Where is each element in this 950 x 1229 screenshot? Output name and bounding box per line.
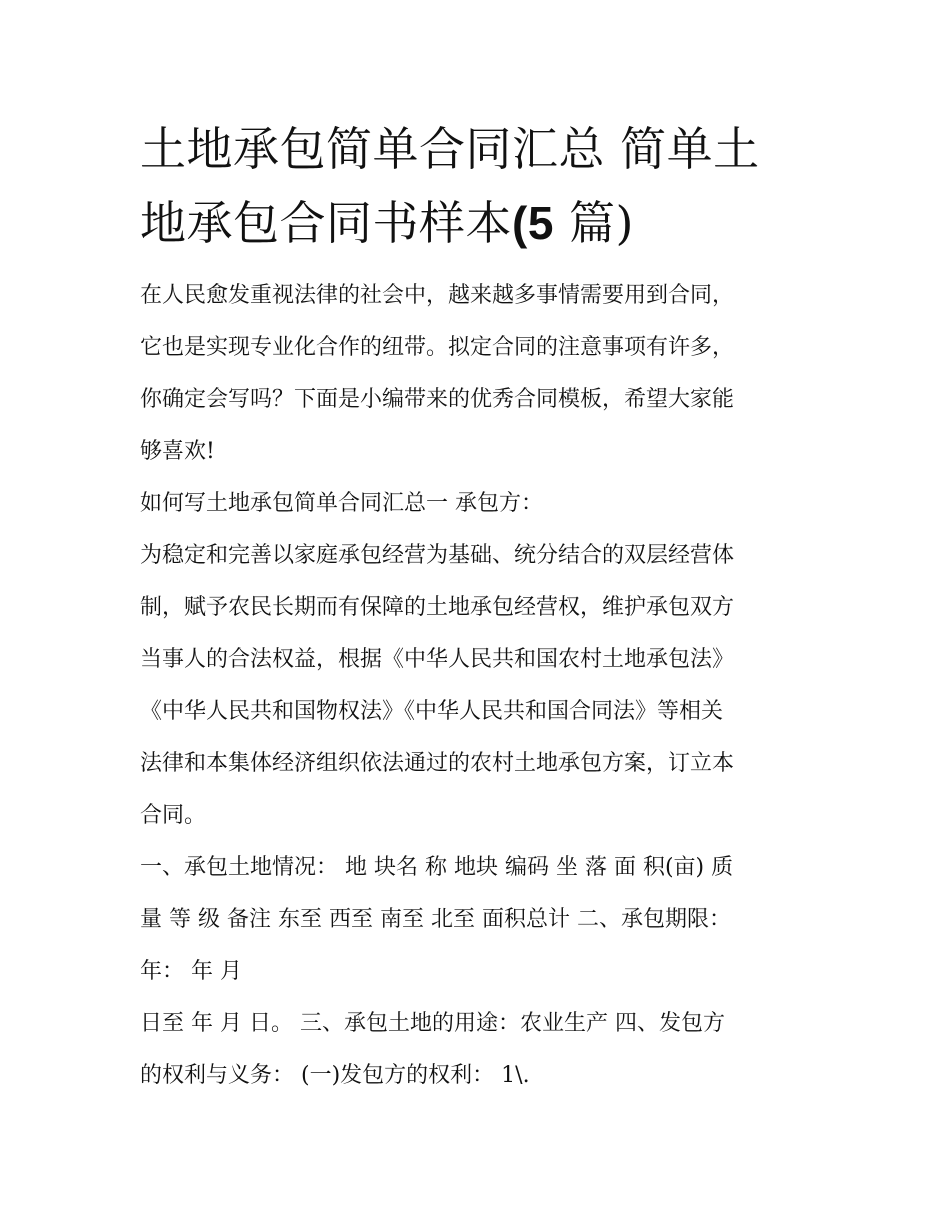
text-line: 为稳定和完善以家庭承包经营为基础、统分结合的双层经营体 xyxy=(140,543,735,568)
text-line: 一、承包土地情况： 地 块名 称 地块 编码 坐 落 面 积(亩) 质 xyxy=(140,855,734,880)
document-page xyxy=(140,112,816,1102)
preamble-paragraph xyxy=(140,530,816,842)
text-line: 你确定会写吗？下面是小编带来的优秀合同模板，希望大家能 xyxy=(140,387,735,412)
document-title xyxy=(140,112,816,260)
text-line: 如何写土地承包简单合同汇总一 承包方： xyxy=(140,491,543,516)
intro-paragraph xyxy=(140,270,816,478)
text-line: 够喜欢! xyxy=(140,439,215,464)
title-suffix: 篇) xyxy=(553,196,634,250)
text-line: 量 等 级 备注 东至 西至 南至 北至 面积总计 二、承包期限： xyxy=(140,907,731,932)
title-count: (5 xyxy=(512,197,554,249)
terms-paragraph xyxy=(140,998,816,1102)
title-line-2 xyxy=(140,186,816,260)
land-info-paragraph xyxy=(140,842,816,998)
title-line-2-text: 地承包合同书样本 xyxy=(140,196,512,250)
text-line: 年： 年 月 xyxy=(140,959,242,984)
title-line-1: 土地承包简单合同汇总 简单土 xyxy=(140,122,760,176)
text-line: 《中华人民共和国物权法》《中华人民共和国合同法》等相关 xyxy=(140,699,724,724)
document-body xyxy=(140,270,816,1102)
text-line: 日至 年 月 日。 三、承包土地的用途：农业生产 四、发包方 xyxy=(140,1011,725,1036)
text-line: 它也是实现专业化合作的纽带。拟定合同的注意事项有许多， xyxy=(140,335,735,360)
text-line: 合同。 xyxy=(140,803,207,828)
section-heading-paragraph xyxy=(140,478,816,530)
text-line: 在人民愈发重视法律的社会中，越来越多事情需要用到合同， xyxy=(140,283,735,308)
text-line: 制，赋予农民长期而有保障的土地承包经营权，维护承包双方 xyxy=(140,595,735,620)
text-line: 当事人的合法权益，根据《中华人民共和国农村土地承包法》 xyxy=(140,647,735,672)
text-line: 的权利与义务： (一)发包方的权利： 1\. xyxy=(140,1063,530,1088)
text-line: 法律和本集体经济组织依法通过的农村土地承包方案，订立本 xyxy=(140,751,735,776)
